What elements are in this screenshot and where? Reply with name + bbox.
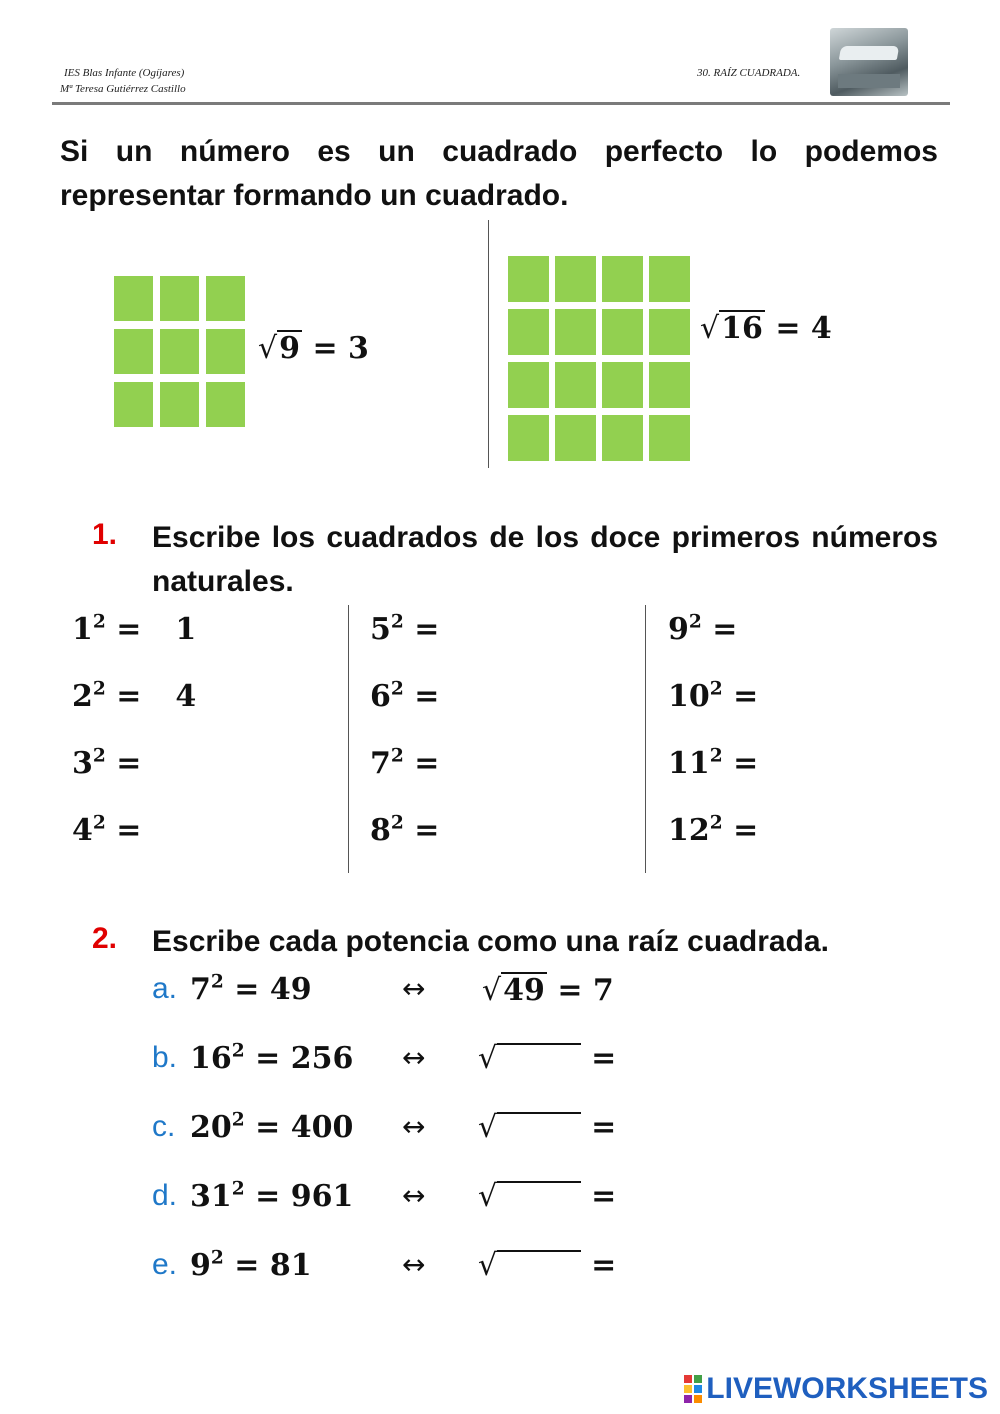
sqrt-icon: √: [700, 311, 720, 346]
exponent: 2: [390, 678, 404, 700]
double-arrow-icon: ↔: [402, 1179, 426, 1212]
power-expression: [190, 1110, 353, 1145]
intro-text: Si un número es un cuadrado perfecto lo podemos representar formando un cuadrado.: [60, 135, 938, 212]
answer-field[interactable]: 1: [175, 612, 197, 647]
grid-cell: [160, 329, 199, 374]
exponent: 2: [688, 611, 702, 633]
root-result: =: [591, 1179, 617, 1214]
liveworksheets-logo: [684, 1372, 988, 1406]
equals-sign: =: [733, 746, 759, 781]
base: 5: [370, 612, 391, 647]
topic-title: 30. RAÍZ CUADRADA.: [697, 67, 801, 79]
base: 12: [668, 813, 710, 848]
grid-cell: [649, 256, 690, 302]
equals-sign: =: [414, 746, 440, 781]
example-sqrt-16: [700, 310, 832, 346]
item-label: [152, 972, 177, 1006]
grid-cell: [160, 276, 199, 321]
radicand-blank[interactable]: [497, 1112, 581, 1148]
column-divider-2: [645, 605, 646, 873]
grid-cell: [508, 256, 549, 302]
base: 1: [72, 612, 93, 647]
sqrt-icon: √: [482, 973, 502, 1008]
grid-cell: [206, 276, 245, 321]
square-row: [668, 679, 852, 714]
grid-cell: [114, 276, 153, 321]
double-arrow-icon: ↔: [402, 1248, 426, 1281]
radicand-blank[interactable]: [497, 1181, 581, 1217]
equals-sign: =: [733, 813, 759, 848]
root-expression: [478, 1179, 616, 1217]
square-row: [370, 679, 533, 714]
equals-sign: =: [733, 679, 759, 714]
grid-cell: [602, 362, 643, 408]
answer-field[interactable]: 4: [175, 679, 197, 714]
example-sqrt-9: [258, 330, 369, 366]
exponent: 2: [390, 745, 404, 767]
grid-cell: [160, 382, 199, 427]
item-label: [152, 1179, 177, 1213]
radicand: 9: [279, 331, 300, 366]
exponent: 2: [210, 1247, 224, 1269]
base: 10: [668, 679, 710, 714]
square-row: [72, 813, 235, 848]
exponent: 2: [92, 678, 106, 700]
sqrt-icon: √: [478, 1179, 498, 1214]
header-photo: [830, 28, 908, 96]
grid-cell: [555, 256, 596, 302]
item-label: [152, 1248, 177, 1282]
item-letter: b.: [152, 1041, 178, 1074]
equals-sign: =: [712, 612, 738, 647]
power-value: = 400: [255, 1110, 354, 1145]
square-row: [370, 746, 533, 781]
square-row: [72, 612, 235, 647]
exercise2-prompt: Escribe cada potencia como una raíz cuadrada.: [152, 925, 829, 958]
exponent: 2: [709, 678, 723, 700]
equals-sign: =: [414, 679, 440, 714]
base: 11: [668, 746, 710, 781]
exponent: 2: [231, 1178, 245, 1200]
square-grid-3x3: [114, 276, 245, 427]
item-letter: d.: [152, 1179, 178, 1212]
grid-cell: [649, 362, 690, 408]
double-arrow-icon: ↔: [402, 1110, 426, 1143]
equals-sign: =: [116, 813, 142, 848]
base: 8: [370, 813, 391, 848]
radicand: 49: [503, 973, 545, 1008]
grid-cell: [114, 329, 153, 374]
header-divider: [52, 102, 950, 105]
equals-sign: =: [116, 746, 142, 781]
exercise1-prompt: Escribe los cuadrados de los doce primeros números naturales.: [152, 521, 938, 598]
base: 7: [370, 746, 391, 781]
example-result: = 4: [775, 311, 832, 346]
power-expression: [190, 1041, 353, 1076]
base: 6: [370, 679, 391, 714]
liveworksheets-text: LIVEWORKSHEETS: [706, 1372, 988, 1405]
item-letter: a.: [152, 972, 178, 1005]
grid-cell: [602, 309, 643, 355]
exponent: 2: [231, 1109, 245, 1131]
example-divider: [488, 220, 489, 468]
item-letter: e.: [152, 1248, 178, 1281]
equivalence-arrow: [402, 1041, 425, 1074]
equivalence-arrow: [402, 1248, 425, 1281]
root-result: = 7: [557, 973, 614, 1008]
radicand-blank[interactable]: [497, 1043, 581, 1079]
base: 9: [668, 612, 689, 647]
equivalence-arrow: [402, 1110, 425, 1143]
exponent: 2: [390, 611, 404, 633]
liveworksheets-icon: [684, 1375, 702, 1403]
grid-cell: [206, 382, 245, 427]
sqrt-icon: √: [478, 1110, 498, 1145]
radicand: 16: [721, 311, 763, 346]
radicand-blank[interactable]: [497, 1250, 581, 1286]
grid-cell: [508, 362, 549, 408]
item-label: [152, 1041, 177, 1075]
double-arrow-icon: ↔: [402, 972, 426, 1005]
double-arrow-icon: ↔: [402, 1041, 426, 1074]
power-value: = 49: [234, 972, 312, 1007]
root-result: =: [591, 1110, 617, 1145]
grid-cell: [508, 309, 549, 355]
sqrt-icon: √: [478, 1041, 498, 1076]
grid-cell: [555, 415, 596, 461]
exponent: 2: [231, 1040, 245, 1062]
base: 16: [190, 1041, 232, 1076]
power-expression: [190, 1179, 353, 1214]
grid-cell: [508, 415, 549, 461]
square-row: [370, 813, 533, 848]
base: 4: [72, 813, 93, 848]
author-name: Mª Teresa Gutiérrez Castillo: [60, 83, 186, 95]
square-row: [72, 679, 235, 714]
item-letter: c.: [152, 1110, 176, 1143]
exponent: 2: [92, 812, 106, 834]
base: 3: [72, 746, 93, 781]
square-grid-4x4: [508, 256, 690, 461]
base: 20: [190, 1110, 232, 1145]
equivalence-arrow: [402, 1179, 425, 1212]
equals-sign: =: [116, 679, 142, 714]
grid-cell: [555, 309, 596, 355]
root-expression: [482, 972, 614, 1008]
exponent: 2: [92, 611, 106, 633]
square-row: [668, 612, 831, 647]
base: 7: [190, 972, 211, 1007]
school-name: IES Blas Infante (Ogíjares): [64, 67, 185, 79]
grid-cell: [602, 415, 643, 461]
grid-cell: [114, 382, 153, 427]
root-expression: [478, 1041, 616, 1079]
exponent: 2: [709, 745, 723, 767]
square-row: [668, 813, 852, 848]
sqrt-icon: √: [258, 331, 278, 366]
root-expression: [478, 1110, 616, 1148]
grid-cell: [602, 256, 643, 302]
power-value: = 256: [255, 1041, 354, 1076]
root-result: =: [591, 1248, 617, 1283]
exponent: 2: [709, 812, 723, 834]
example-result: = 3: [312, 331, 369, 366]
equals-sign: =: [414, 813, 440, 848]
base: 9: [190, 1248, 211, 1283]
equals-sign: =: [116, 612, 142, 647]
grid-cell: [555, 362, 596, 408]
power-expression: [190, 1248, 312, 1283]
sqrt-icon: √: [478, 1248, 498, 1283]
exercise2-number: 2.: [92, 922, 118, 955]
grid-cell: [206, 329, 245, 374]
square-row: [668, 746, 852, 781]
column-divider-1: [348, 605, 349, 873]
exponent: 2: [390, 812, 404, 834]
square-row: [72, 746, 235, 781]
square-row: [370, 612, 533, 647]
grid-cell: [649, 309, 690, 355]
base: 31: [190, 1179, 232, 1214]
root-result: =: [591, 1041, 617, 1076]
exponent: 2: [92, 745, 106, 767]
power-expression: [190, 972, 312, 1007]
base: 2: [72, 679, 93, 714]
equivalence-arrow: [402, 972, 425, 1005]
exponent: 2: [210, 971, 224, 993]
root-expression: [478, 1248, 616, 1286]
item-label: [152, 1110, 175, 1144]
power-value: = 81: [234, 1248, 312, 1283]
equals-sign: =: [414, 612, 440, 647]
power-value: = 961: [255, 1179, 354, 1214]
exercise1-number: 1.: [92, 518, 118, 551]
grid-cell: [649, 415, 690, 461]
